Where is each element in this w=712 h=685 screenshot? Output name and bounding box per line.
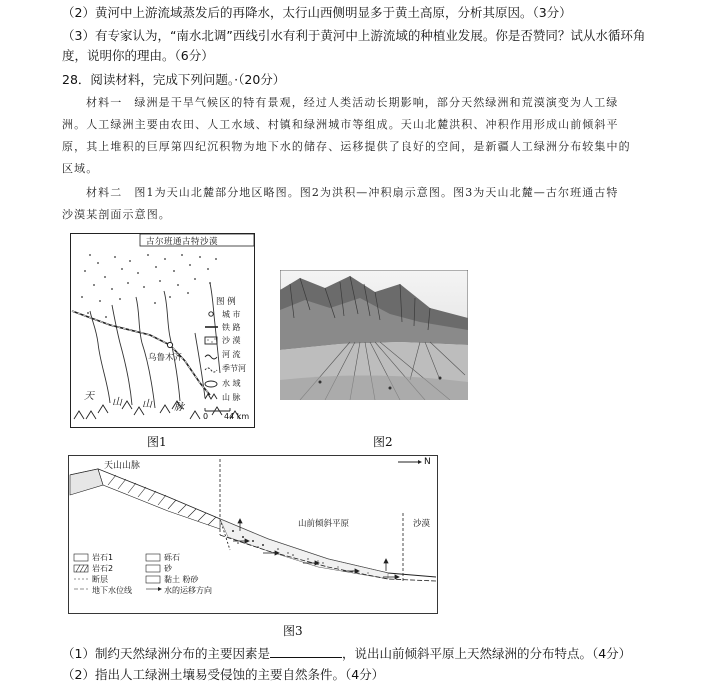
figure1-mountain-char: 脉: [174, 402, 184, 413]
figure3-caption: 图3: [283, 624, 303, 638]
figure2-caption: 图2: [373, 435, 393, 449]
figure3-north-label: N: [424, 457, 431, 467]
figure3-legend-item: 地下水位线: [92, 586, 132, 595]
figure3-legend-item: 黏土 粉砂: [164, 575, 199, 584]
figure3-legend-item: 断层: [92, 575, 108, 584]
figure3-legend-item: 水的运移方向: [164, 586, 212, 595]
figure3-cross-section: [68, 455, 438, 615]
sub-question-2: （2）指出人工绿洲土壤易受侵蚀的主要自然条件。（4分）: [62, 667, 385, 682]
figure1-caption: 图1: [147, 435, 167, 449]
question-3-text-line2: 度，说明你的理由。（6分）: [62, 48, 214, 63]
legend-item: 河 流: [222, 350, 241, 359]
figure3-mountain-label: 天山山脉: [104, 461, 141, 471]
question-3-text-line1: （3）有专家认为，“南水北调”西线引水有利于黄河中上游流域的种植业发展。你是否赞同？试从水循环角: [62, 28, 646, 43]
figure1-mountain-char: 山: [112, 397, 122, 408]
answer-blank[interactable]: [270, 646, 342, 658]
material2-line: 沙漠某剖面示意图。: [62, 208, 171, 221]
material1-line: 材料一 绿洲是干旱气候区的特有景观，经过人类活动长期影响，部分天然绿洲和荒漠演变为人工绿: [86, 96, 619, 109]
legend-item: 山 脉: [222, 393, 241, 402]
sub-question-1-part1: （1）制约天然绿洲分布的主要因素是: [62, 646, 270, 661]
material2-line: 材料二 图1为天山北麓部分地区略图。图2为洪积—冲积扇示意图。图3为天山北麓—古尔班通古特: [86, 186, 619, 199]
legend-item: 城 市: [222, 310, 241, 319]
figure1-mountain-char: 山: [142, 399, 152, 410]
legend-item: 季节河: [222, 364, 246, 373]
figure1-desert-label: 古尔班通古特沙漠: [146, 237, 219, 247]
question-2-text: （2）黄河中上游流域蒸发后的再降水，太行山西侧明显多于黄土高原，分析其原因。（3分）: [62, 5, 572, 20]
figure2-illustration: [280, 270, 468, 400]
legend-item: 水 域: [222, 379, 241, 388]
figure1-scale-label: 44 km: [224, 412, 250, 421]
question-28-header: 28．阅读材料，完成下列问题。·（20分）: [62, 72, 286, 87]
legend-item: 铁 路: [222, 323, 241, 332]
figure1-mountain-char: 天: [84, 391, 94, 402]
figure3-plain-label: 山前倾斜平原: [298, 519, 350, 529]
material1-line: 洲。人工绿洲主要由农田、人工水域、村镇和绿洲城市等组成。天山北麓洪积、冲积作用形成山前倾斜平: [62, 118, 619, 131]
legend-item: 沙 漠: [222, 336, 241, 345]
sub-question-1: [62, 645, 631, 662]
figure3-legend-item: 砾石: [164, 553, 180, 562]
figure1-scale-zero: 0: [203, 412, 209, 421]
figure3-legend-item: 岩石1: [92, 553, 114, 562]
material1-line: 原，其上堆积的巨厚第四纪沉积物为地下水的储存、运移提供了良好的空间，是新疆人工绿洲分布较集中的: [62, 140, 631, 153]
figure3-legend-item: 岩石2: [92, 564, 114, 573]
figure3-legend-item: 砂: [164, 564, 172, 573]
figure1-legend-title: 图 例: [216, 297, 236, 307]
material1-line: 区域。: [62, 162, 99, 175]
figure1-city-label: 乌鲁木齐: [148, 353, 183, 363]
figure3-desert-label: 沙漠: [413, 519, 431, 529]
figure1-map: [70, 233, 255, 428]
sub-question-1-part2: ，说出山前倾斜平原上天然绿洲的分布特点。（4分）: [341, 646, 632, 661]
